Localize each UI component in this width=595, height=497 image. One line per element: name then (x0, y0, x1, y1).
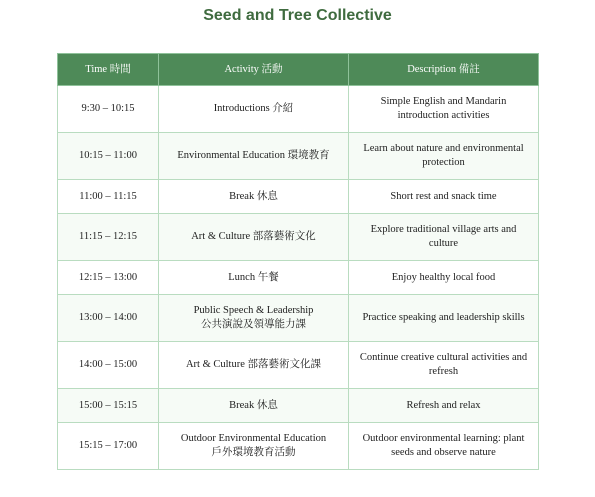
table-row (58, 423, 539, 470)
description-cell (349, 342, 539, 389)
activity-cell (159, 342, 349, 389)
activity-text: Public Speech & Leadership (193, 305, 314, 316)
description-text: Refresh and relax (406, 399, 481, 411)
table-row (58, 180, 539, 214)
description-cell (349, 261, 539, 295)
activity-cell (159, 423, 349, 470)
description-text: Short rest and snack time (390, 190, 497, 202)
table-body (58, 86, 539, 470)
description-text: Enjoy healthy local food (391, 271, 496, 283)
table-row (58, 133, 539, 180)
activity-text: Break 休息 (229, 399, 278, 411)
activity-cell (159, 86, 349, 133)
activity-cell (159, 180, 349, 214)
description-text: Simple English and Mandarin (380, 96, 507, 107)
activity-text: Art & Culture 部落藝術文化 (191, 231, 316, 242)
time-cell: 11:00 – 11:15 (58, 180, 159, 214)
column-header-time: Time 時間 (58, 54, 159, 86)
activity-text: Outdoor Environmental Education (180, 433, 327, 444)
description-cell (349, 133, 539, 180)
activity-cell (159, 295, 349, 342)
time-cell: 12:15 – 13:00 (58, 261, 159, 295)
description-cell (349, 295, 539, 342)
table-row (58, 295, 539, 342)
activity-text: 公共演說及領導能力課 (201, 319, 306, 330)
table-row (58, 214, 539, 261)
description-text: Outdoor environmental learning: plant (362, 433, 525, 444)
description-cell (349, 423, 539, 470)
description-text: Learn about nature and environmental (363, 143, 524, 154)
description-cell (349, 180, 539, 214)
table-row (58, 342, 539, 389)
description-text: culture (428, 238, 459, 249)
activity-cell (159, 389, 349, 423)
activity-cell (159, 214, 349, 261)
time-cell: 10:15 – 11:00 (58, 133, 159, 180)
column-header-description: Description 備註 (349, 54, 539, 86)
time-cell: 13:00 – 14:00 (58, 295, 159, 342)
time-cell: 11:15 – 12:15 (58, 214, 159, 261)
activity-text: 戶外環境教育活動 (211, 447, 296, 458)
description-text: Explore traditional village arts and (370, 224, 517, 235)
time-cell: 15:15 – 17:00 (58, 423, 159, 470)
activity-text: Lunch 午餐 (228, 271, 279, 283)
table-header-row (58, 54, 539, 86)
table-row (58, 389, 539, 423)
column-header-activity: Activity 活動 (159, 54, 349, 86)
activity-text: Break 休息 (229, 190, 278, 202)
table-row (58, 261, 539, 295)
description-cell (349, 389, 539, 423)
description-text: Continue creative cultural activities and (359, 352, 528, 363)
description-cell (349, 86, 539, 133)
description-text: introduction activities (397, 110, 490, 121)
activity-text: Art & Culture 部落藝術文化課 (185, 359, 322, 370)
description-cell (349, 214, 539, 261)
time-cell: 15:00 – 15:15 (58, 389, 159, 423)
page-title: Seed and Tree Collective (203, 7, 392, 24)
time-cell: 14:00 – 15:00 (58, 342, 159, 389)
activity-text: Introductions 介紹 (213, 103, 294, 114)
table-row (58, 86, 539, 133)
time-cell: 9:30 – 10:15 (58, 86, 159, 133)
activity-cell (159, 133, 349, 180)
description-text: Practice speaking and leadership skills (362, 312, 525, 323)
activity-cell (159, 261, 349, 295)
description-text: refresh (428, 366, 459, 377)
description-text: seeds and observe nature (391, 447, 496, 458)
activity-text: Environmental Education 環境教育 (177, 150, 330, 161)
description-text: protection (422, 157, 465, 168)
schedule-table (57, 53, 539, 470)
